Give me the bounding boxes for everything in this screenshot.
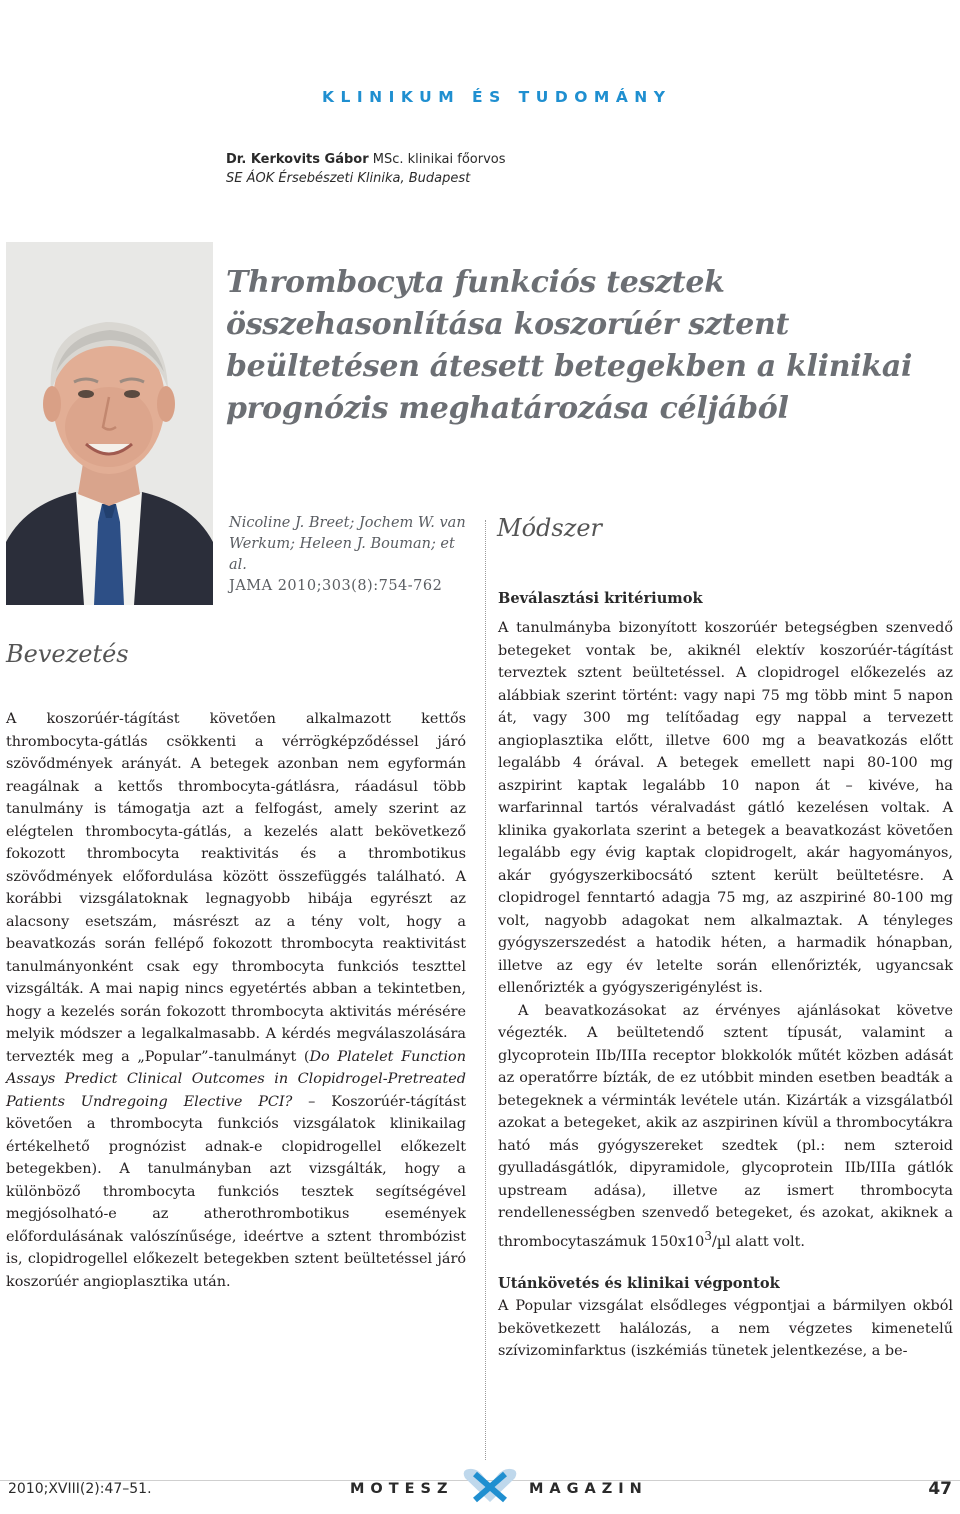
column-divider [485,520,486,1460]
intro-column [6,708,466,1293]
reference-authors: Nicoline J. Breet; Jochem W. van Werkum; Heleen J. Bouman; et al. [229,515,466,573]
heading-modszer: Módszer [497,514,603,542]
subheading-kriteriumok: Beválasztási kritériumok [498,590,703,607]
intro-paragraph [6,708,466,1293]
author-name: Dr. Kerkovits Gábor [226,152,369,167]
author-portrait-image [6,242,213,605]
methods-text-2: A beavatkozásokat az érvényes ajánlásokat követve végezték. A beültetendő sztent típusát, valamint a glycoprotein IIb/IIIa receptor blokkolók műtét közben adását az operatőrre bízták, de ez utóbbit minden esetben beadták a betegeknek a vérminták levétele után. Kizárták a vizsgálatból azokat a betegeket, akik az aszpirinen kívül a thrombocytákra ható más gyógyszereket szedtek (pl.: nem szteroid gyulladásgátlók, dipyramidole, glycoprotein IIb/IIIa gátlók upstream adása), illetve az ismert thrombocyta rendellenességben szenvedő betegeket, és azokat, akiknek a thrombocytaszámuk 150x10 [498,1002,953,1250]
author-title: MSc. klinikai főorvos [372,152,506,167]
author-institution: SE ÁOK Érsebészeti Klinika, Budapest [226,171,471,186]
methods-paragraph-1: A tanulmányba bizonyított koszorúér betegségben szenvedő betegeket vontak be, akiknél elektív koszorúér-tágítást terveztek sztent beültetéssel. A clopidrogel előkezelés az alábbiak szerint történt: vagy napi 75 mg több mint 5 napon át, vagy 300 mg telítőadag egy nappal a tervezett angioplasztika előtt, illetve 600 mg a beavatkozás előtt legalább 4 órával. A betegek emellett napi 80-100 mg aszpirint kaptak legalább 10 napon át – kivéve, ha warfarinnal tartós véralvadást gátló kezelésen voltak. A klinika gyakorlata szerint a betegek a beavatkozást követően legalább egy évig kaptak clopidrogelt, akár hagyományos, akár gyógyszerkibocsátó sztent került beültetésre. A clopidrogel fenntartó adagja 75 mg, az aszpiriné 80-100 mg volt, nagyobb adagokat nem alkalmaztak. A tényleges gyógyszerszedést a hatodik héten, a harmadik hónapban, illetve az egy év letelte során ellenőrizték, ugyancsak ellenőrizték a gyógyszerigénylést is. [498,620,953,996]
author-photo [6,242,213,605]
intro-text-a: A koszorúér-tágítást követően alkalmazott kettős thrombocyta-gátlás csökkenti a vérrögképződéssel járó szövődmények arányát. A betegek azonban nem egyformán reagálnak a kettős thrombocyta-gátlásra, ráadásul több tanulmány is támogatja azt a felfogást, amely szerint az elégtelen thrombocyta-gátlás, a kezelés alatt bekövetkező fokozott thrombocyta reaktivitás és a thrombotikus szövődmények előfordulása között összefüggés található. A korábbi vizsgálatoknak legnagyobb hibája egyrészt az alacsony esetszám, másrészt az a tény volt, hogy a beavatkozás során fellépő fokozott thrombocyta reaktivitást tanulmányonként csak egy thrombocyta funkciós teszttel vizsgálták. A mai napig nincs egyetértés abban a tekintetben, hogy a kezelés során fokozott thrombocyta aktivitás mérésére melyik módszer a legalkalmasabb. A kérdés megválaszolására tervezték meg a „Popular”-tanulmányt ( [6,711,466,1065]
section-label: KLINIKUM ÉS TUDOMÁNY [322,88,672,106]
intro-study-title: Do Platelet Function Assays Predict Clinical Outcomes in Clopidrogel-Pretreated Patients Undregoing Elective PCI? [6,1048,466,1110]
methods-superscript: 3 [704,1228,712,1243]
intro-text-b: – Koszorúér-tágítást követően a thrombocyta funkciós vizsgálatok klinikailag értékelhető prognózist adnak-e clopidrogellel előkezelt betegekben). A tanulmányban azt vizsgálták, hogy a különböző thrombocyta funkciós tesztek segítségével megjósolható-e az atherothrombotikus események előfordulásának valószínűsége, ideértve a sztent thrombózist is, clopidrogellel előkezelt betegekben sztent beültetéssel járó koszorúér angioplasztika után. [6,1093,466,1290]
endpoints-paragraph: A Popular vizsgálat elsődleges végpontjai a bármilyen okból bekövetkezett halálozás, a nem végzetes kimenetelű szívizominfarktus (iszkémiás tünetek jelentkezése, a be- [498,1298,953,1360]
methods-paragraph-2 [498,1000,953,1253]
author-block [226,150,506,188]
footer-brand-magazin: MAGAZIN [529,1481,648,1497]
methods-column [498,617,953,1363]
heading-bevezetes: Bevezetés [6,640,129,668]
reference-journal: JAMA 2010;303(8):754-762 [229,578,443,594]
motesz-logo-icon [457,1466,523,1506]
subheading-vegpontok: Utánkövetés és klinikai végpontok [498,1274,780,1292]
page-number: 47 [928,1479,952,1499]
reference [229,513,469,597]
footer-brand-motesz: MOTESZ [350,1481,454,1497]
article-title: Thrombocyta funkciós tesztek összehasonlítása koszorúér sztent beültetésen átesett betegekben a klinikai prognózis meghatározása céljából [226,265,913,426]
methods-text-2-end: /µl alatt volt. [711,1233,806,1250]
footer-issue: 2010;XVIII(2):47–51. [8,1481,152,1497]
